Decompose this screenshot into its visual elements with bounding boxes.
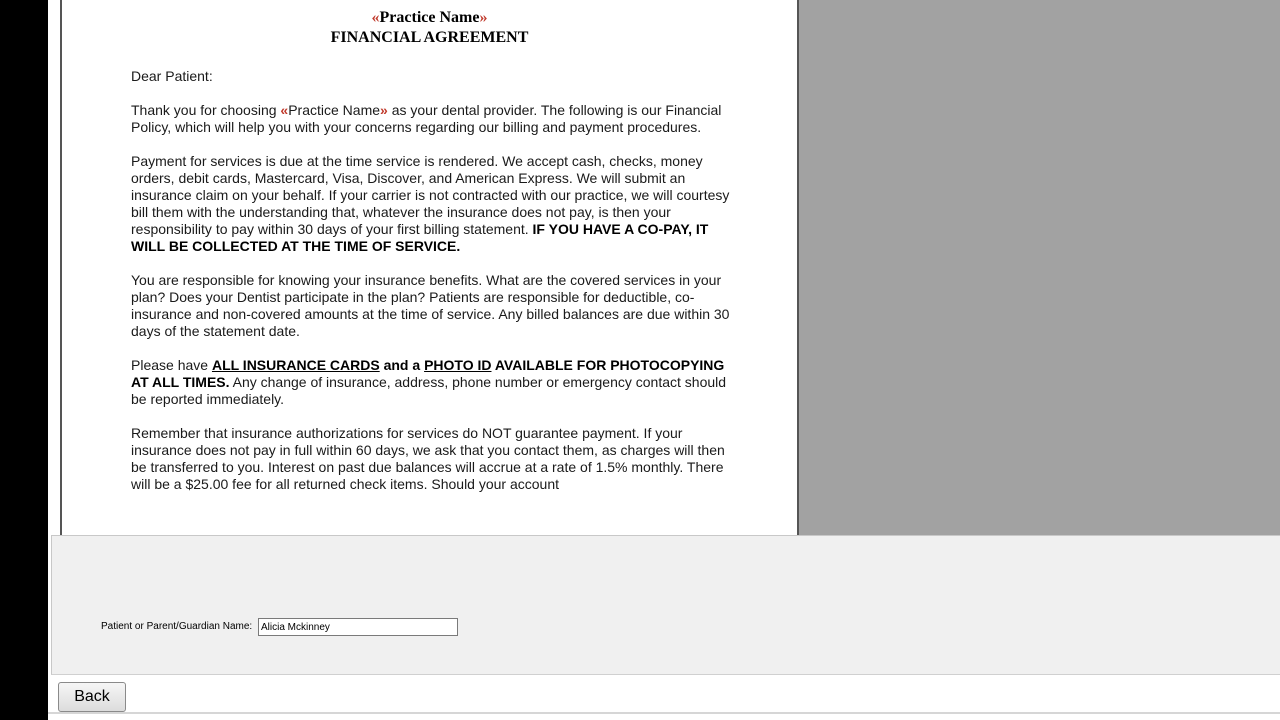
merge-field-close: »: [380, 102, 388, 118]
cards-text-end: Any change of insurance, address, phone number or emergency contact should be reported immediately.: [131, 374, 727, 407]
document-body: [131, 68, 731, 510]
practice-name-heading: [62, 9, 797, 27]
bottom-divider: [48, 712, 1280, 714]
practice-name-field: Practice Name: [288, 102, 381, 118]
viewer-left-margin: [48, 0, 60, 535]
guardian-name-input[interactable]: [258, 618, 458, 636]
paragraph-intro: [131, 102, 731, 136]
photo-id-emphasis: PHOTO ID: [424, 357, 492, 373]
photocopy-emphasis: AVAILABLE FOR PHOTOCOPYING AT ALL TIMES.: [131, 357, 725, 390]
back-button[interactable]: Back: [58, 682, 126, 712]
insurance-cards-emphasis: ALL INSURANCE CARDS: [211, 357, 380, 373]
paragraph-payment: [131, 153, 731, 255]
payment-text: Payment for services is due at the time service is rendered. We accept cash, checks, money orders, debit cards, Mastercard, Visa, Discover, and American Express. We will submit an insurance claim on your behalf. If your carrier is not contracted with our practice, we will courtesy bill them with the understanding that, whatever the insurance does not pay, is then your responsibility to pay within 30 days of your first billing statement.: [131, 153, 730, 237]
document-title: FINANCIAL AGREEMENT: [330, 29, 529, 46]
paragraph-insurance-cards: [131, 357, 731, 408]
merge-field-close: »: [479, 9, 488, 26]
merge-field-open: «: [280, 102, 289, 118]
copay-notice: IF YOU HAVE A CO-PAY, IT WILL BE COLLECTED AT THE TIME OF SERVICE.: [131, 221, 709, 254]
signature-form-panel: [51, 535, 1280, 675]
intro-text-start: Thank you for choosing: [131, 102, 281, 118]
cards-text-and: and a: [379, 357, 425, 373]
intro-text-end: as your dental provider. The following is our Financial Policy, which will help you with your concerns regarding our billing and payment procedures.: [131, 102, 722, 135]
paragraph-insurance-benefits: You are responsible for knowing your insurance benefits. What are the covered services in your plan? Does your Dentist participate in the plan? Patients are responsible for deductible, co-insurance and non-covered amounts at the time of service. Any billed balances are due within 30 days of the statement date.: [131, 272, 730, 339]
cards-text-start: Please have: [131, 357, 212, 373]
document-page: [60, 0, 799, 535]
salutation: Dear Patient:: [131, 68, 213, 84]
app-frame: [48, 0, 1280, 720]
document-viewer[interactable]: [48, 0, 1280, 535]
guardian-name-label: Patient or Parent/Guardian Name:: [101, 621, 253, 632]
practice-name-field: Practice Name: [379, 9, 480, 26]
paragraph-authorizations: Remember that insurance authorizations for services do NOT guarantee payment. If your insurance does not pay in full within 60 days, we ask that you contact them, as charges will then be transferred to you. Interest on past due balances will accrue at a rate of 1.5% monthly. There will be a $25.00 fee for all returned check items. Should your account: [131, 425, 725, 492]
merge-field-open: «: [371, 9, 380, 26]
